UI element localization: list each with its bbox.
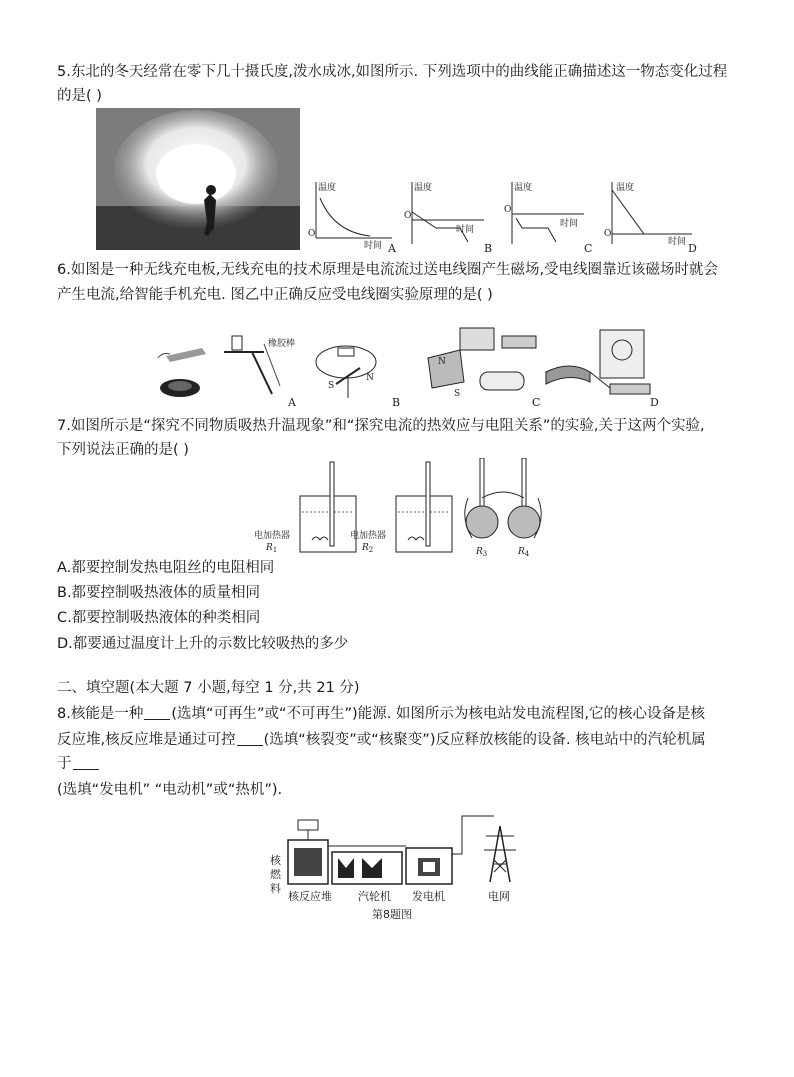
- graph-d-origin: O: [604, 229, 612, 239]
- figure-d-galvanometer: [546, 330, 659, 409]
- turbine-label: 汽轮机: [358, 890, 391, 903]
- graph-d-label: D: [688, 242, 697, 254]
- q8-l2b: (选填“核裂变”或“核聚变”)反应释放核能的设备. 核电站中的汽轮机属: [263, 732, 706, 748]
- r1-label: $R_1$: [266, 543, 278, 554]
- q7-figures: [250, 458, 570, 558]
- q8-l2a: 反应堆,核反应堆是通过可控: [57, 732, 236, 748]
- q7-stem-line1: 7.如图所示是“探究不同物质吸热升温现象”和“探究电流的热效应与电阻关系”的实验,关于这两个实验,: [57, 418, 705, 434]
- beaker-2: [350, 462, 452, 554]
- fuel-char-3: 料: [270, 882, 281, 895]
- q6-stem-line2: 产生电流,给智能手机充电. 图乙中正确反应受电线圈实验原理的是( ): [57, 287, 493, 303]
- fig-a-label: A: [288, 396, 296, 409]
- graph-c-ylabel: 温度: [514, 183, 533, 193]
- graph-d-xlabel: 时间: [668, 237, 687, 247]
- graph-a-ylabel: 温度: [318, 183, 337, 193]
- fuel-char-2: 燃: [270, 868, 281, 881]
- fig-d-label: D: [650, 396, 659, 409]
- flasks: [465, 458, 541, 558]
- figure-b-compass: [316, 346, 400, 409]
- fig-b-label: B: [392, 396, 401, 409]
- fig-c-label: C: [532, 396, 541, 409]
- r4-label: $R_4$: [518, 547, 530, 558]
- frozen-splash-image: [96, 108, 300, 250]
- graph-d: [604, 181, 697, 254]
- q7-choice-c: C.都要控制吸热液体的种类相同: [57, 610, 261, 626]
- r2-label: $R_2$: [362, 543, 374, 554]
- graph-b: [404, 181, 492, 254]
- generator-label: 发电机: [412, 890, 445, 903]
- graph-b-ylabel: 温度: [414, 183, 433, 193]
- graph-d-ylabel: 温度: [616, 183, 635, 193]
- q8-line3: [57, 754, 100, 774]
- graph-a-origin: O: [308, 229, 316, 239]
- q8-l1b: (选填“可再生”或“不可再生”)能源. 如图所示为核电站发电流程图,它的核心设备是核: [171, 706, 706, 722]
- reactor: [288, 820, 328, 884]
- r3-label: $R_3$: [476, 547, 488, 558]
- reactor-label: 核反应堆: [288, 890, 332, 903]
- q5-stem-line1: 5.东北的冬天经常在零下几十摄氏度,泼水成冰,如图所示. 下列选项中的曲线能正确描述这一物态变化过程: [57, 64, 728, 80]
- fig-c-pole-n: N: [438, 357, 446, 367]
- q8-blank-2[interactable]: [237, 731, 263, 746]
- q8-l1a: 8.核能是一种: [57, 706, 144, 722]
- fuel-char-1: 核: [270, 854, 281, 867]
- generator: [406, 848, 452, 884]
- q7-choice-b: B.都要控制吸热液体的质量相同: [57, 585, 261, 601]
- fuel-label: [270, 853, 282, 895]
- graph-a-label: A: [388, 242, 396, 254]
- fig-c-pole-s: S: [454, 389, 461, 399]
- figure-c-motor: [428, 328, 540, 409]
- q7-choice-a: A.都要控制发热电阻丝的电阻相同: [57, 560, 275, 576]
- graph-b-origin: O: [404, 211, 412, 221]
- grid-label: 电网: [488, 890, 510, 903]
- q8-line2: [57, 730, 706, 750]
- fig-b-pole-n: N: [366, 373, 374, 383]
- turbine: [328, 846, 406, 884]
- graph-c-origin: O: [504, 205, 512, 215]
- graph-a: [308, 181, 397, 254]
- graph-b-label: B: [484, 242, 493, 254]
- grid-tower: [452, 816, 516, 882]
- q8-line1: [57, 704, 705, 724]
- q7-stem-line2: 下列说法正确的是( ): [57, 442, 189, 458]
- graph-b-xlabel: 时间: [456, 225, 475, 235]
- q5-stem-line2: 的是( ): [57, 88, 102, 104]
- q8-blank-3[interactable]: [73, 755, 99, 770]
- graph-c-label: C: [584, 242, 593, 254]
- rod-label: 橡胶棒: [268, 339, 296, 349]
- charging-pad-figure: [158, 348, 206, 397]
- splash-photo: [96, 108, 300, 250]
- beaker-1: [254, 462, 356, 554]
- figure-a-rod: [224, 336, 297, 409]
- q6-figures: [156, 322, 676, 414]
- q8-blank-1[interactable]: [144, 705, 170, 720]
- figure-8-caption: 第8题图: [372, 908, 412, 921]
- heater-label-2: 电加热器: [350, 531, 387, 541]
- section-2-heading: 二、填空题(本大题 7 小题,每空 1 分,共 21 分): [57, 680, 360, 696]
- graph-c-xlabel: 时间: [560, 219, 579, 229]
- q7-choice-d: D.都要通过温度计上升的示数比较吸热的多少: [57, 636, 349, 652]
- fig-b-pole-s: S: [328, 381, 335, 391]
- q8-line4: (选填“发电机” “电动机”或“热机”).: [57, 782, 283, 798]
- q8-l3a: 于: [57, 756, 72, 772]
- nuclear-plant-diagram: [266, 806, 536, 926]
- q6-stem-line1: 6.如图是一种无线充电板,无线充电的技术原理是电流流过送电线圈产生磁场,受电线圈靠近该磁场时就会: [57, 262, 719, 278]
- graph-a-xlabel: 时间: [364, 241, 383, 251]
- q5-graphs: [300, 178, 710, 254]
- heater-label-1: 电加热器: [254, 531, 291, 541]
- graph-c: [504, 181, 592, 254]
